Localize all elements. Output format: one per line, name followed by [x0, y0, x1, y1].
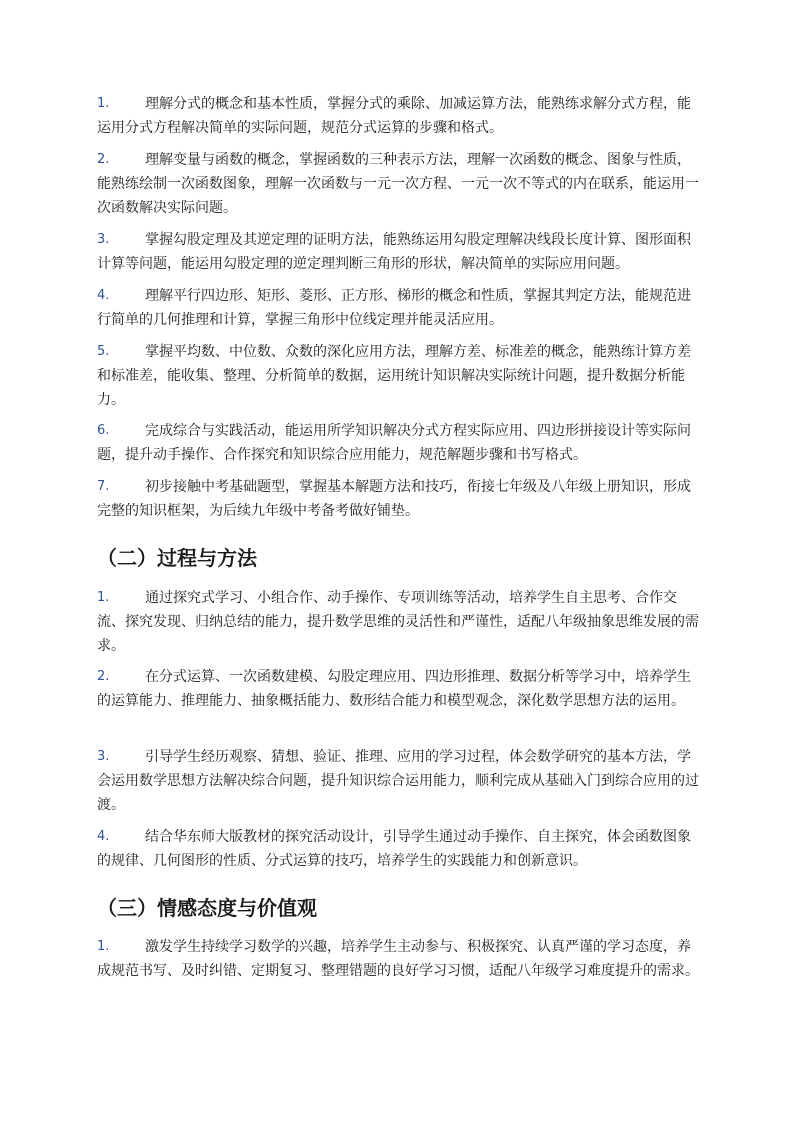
list-number: 6. — [97, 423, 110, 438]
list-number: 1. — [97, 96, 110, 111]
list-item — [97, 935, 700, 983]
list-text: 完成综合与实践活动，能运用所学知识解决分式方程实际应用、四边形拼接设计等实际问题，提升动手操作、合作探究和知识综合应用能力，规范解题步骤和书写格式。 — [97, 423, 691, 463]
list-item — [97, 228, 700, 276]
list-item — [97, 745, 700, 817]
list-number: 2. — [97, 669, 110, 684]
list-item — [97, 92, 700, 140]
list-item — [97, 340, 700, 412]
list-text: 理解变量与函数的概念，掌握函数的三种表示方法，理解一次函数的概念、图象与性质，能熟练绘制一次函数图象，理解一次函数与一元一次方程、一元一次不等式的内在联系，能运用一次函数解决实际问题。 — [97, 152, 699, 216]
list-number: 3. — [97, 232, 110, 247]
list-text: 引导学生经历观察、猜想、验证、推理、应用的学习过程，体会数学研究的基本方法，学会运用数学思想方法解决综合问题，提升知识综合运用能力，顺利完成从基础入门到综合应用的过渡。 — [97, 749, 699, 813]
list-text: 在分式运算、一次函数建模、勾股定理应用、四边形推理、数据分析等学习中，培养学生的运算能力、推理能力、抽象概括能力、数形结合能力和模型观念，深化数学思想方法的运用。 — [97, 669, 691, 709]
list-number: 3. — [97, 749, 110, 764]
list-item — [97, 665, 700, 713]
list-text: 初步接触中考基础题型，掌握基本解题方法和技巧，衔接七年级及八年级上册知识，形成完整的知识框架，为后续九年级中考备考做好铺垫。 — [97, 479, 691, 519]
list-item — [97, 148, 700, 220]
list-text: 通过探究式学习、小组合作、动手操作、专项训练等活动，培养学生自主思考、合作交流、探究发现、归纳总结的能力，提升数学思维的灵活性和严谨性，适配八年级抽象思维发展的需求。 — [97, 590, 699, 654]
list-number: 4. — [97, 829, 110, 844]
list-item — [97, 475, 700, 523]
list-text: 理解分式的概念和基本性质，掌握分式的乘除、加减运算方法，能熟练求解分式方程，能运用分式方程解决简单的实际问题，规范分式运算的步骤和格式。 — [97, 96, 691, 136]
list-number: 7. — [97, 479, 110, 494]
list-item — [97, 284, 700, 332]
list-item — [97, 586, 700, 658]
list-item — [97, 825, 700, 873]
list-number: 2. — [97, 152, 110, 167]
list-number: 1. — [97, 590, 110, 605]
section-heading: （三）情感态度与价值观 — [97, 896, 317, 920]
list-number: 5. — [97, 344, 110, 359]
list-text: 掌握平均数、中位数、众数的深化应用方法，理解方差、标准差的概念，能熟练计算方差和标准差，能收集、整理、分析简单的数据，运用统计知识解决实际统计问题，提升数据分析能力。 — [97, 344, 691, 408]
list-text: 掌握勾股定理及其逆定理的证明方法，能熟练运用勾股定理解决线段长度计算、图形面积计算等问题，能运用勾股定理的逆定理判断三角形的形状，解决简单的实际应用问题。 — [97, 232, 691, 272]
list-number: 1. — [97, 939, 110, 954]
section-heading: （二）过程与方法 — [97, 546, 257, 570]
list-text: 激发学生持续学习数学的兴趣，培养学生主动参与、积极探究、认真严谨的学习态度，养成规范书写、及时纠错、定期复习、整理错题的良好学习习惯，适配八年级学习难度提升的需求。 — [97, 939, 699, 979]
list-text: 理解平行四边形、矩形、菱形、正方形、梯形的概念和性质，掌握其判定方法，能规范进行简单的几何推理和计算，掌握三角形中位线定理并能灵活应用。 — [97, 288, 691, 328]
list-item — [97, 419, 700, 467]
list-number: 4. — [97, 288, 110, 303]
list-text: 结合华东师大版教材的探究活动设计，引导学生通过动手操作、自主探究，体会函数图象的规律、几何图形的性质、分式运算的技巧，培养学生的实践能力和创新意识。 — [97, 829, 691, 869]
